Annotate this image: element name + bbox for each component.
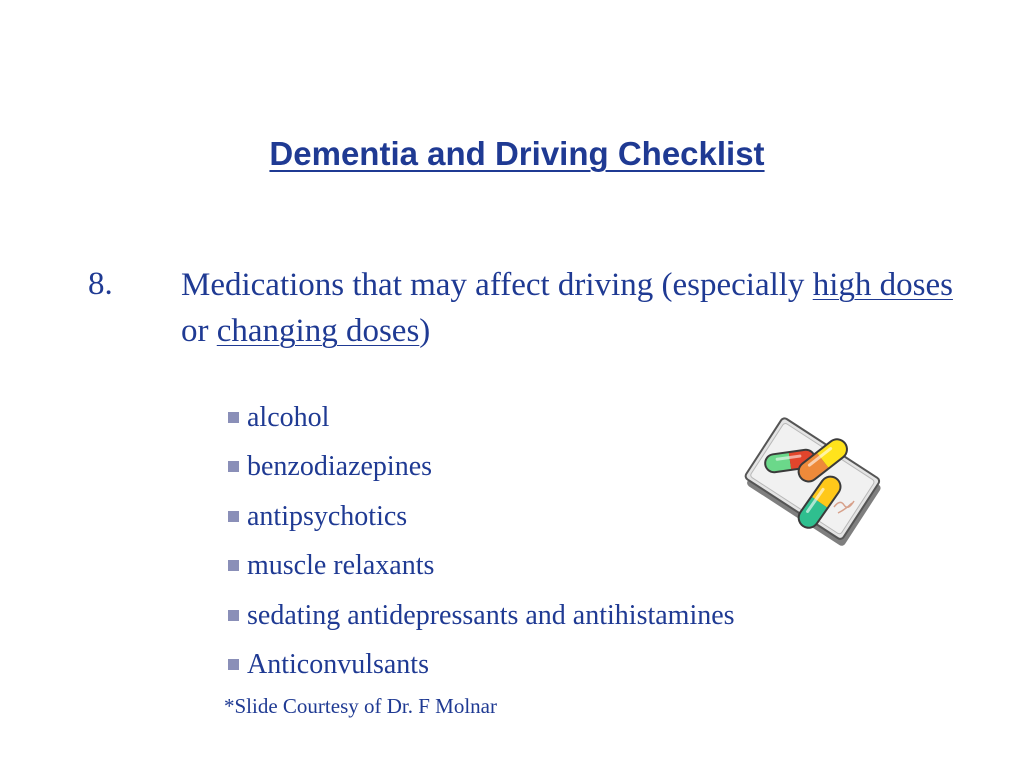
changing-doses-text: changing doses (216, 313, 420, 349)
list-item-label: benzodiazepines (247, 451, 433, 483)
list-item (228, 596, 735, 645)
item-text-or: or (181, 313, 217, 349)
slide-title: Dementia and Driving Checklist (269, 135, 765, 172)
pills-on-prescription-pad-icon (742, 415, 884, 555)
high-doses-text: high doses (812, 267, 953, 303)
item-number: 8. (88, 266, 113, 302)
list-item-label: Anticonvulsants (247, 648, 429, 680)
square-bullet-icon (228, 560, 239, 571)
item-text (181, 262, 961, 354)
item-text-part: Medications that may affect driving (especially (181, 267, 813, 303)
list-item-label: antipsychotics (247, 500, 408, 532)
list-item (228, 497, 735, 546)
list-item (228, 447, 735, 496)
medication-list (228, 398, 735, 694)
list-item (228, 398, 735, 447)
item-text-close: ) (419, 313, 431, 349)
list-item (228, 546, 735, 595)
square-bullet-icon (228, 511, 239, 522)
square-bullet-icon (228, 461, 239, 472)
list-item (228, 645, 735, 694)
square-bullet-icon (228, 412, 239, 423)
slide-credit: *Slide Courtesy of Dr. F Molnar (224, 694, 497, 718)
list-item-label: sedating antidepressants and antihistamines (247, 599, 735, 631)
square-bullet-icon (228, 659, 239, 670)
list-item-label: alcohol (247, 402, 330, 433)
square-bullet-icon (228, 610, 239, 621)
list-item-label: muscle relaxants (247, 550, 435, 582)
